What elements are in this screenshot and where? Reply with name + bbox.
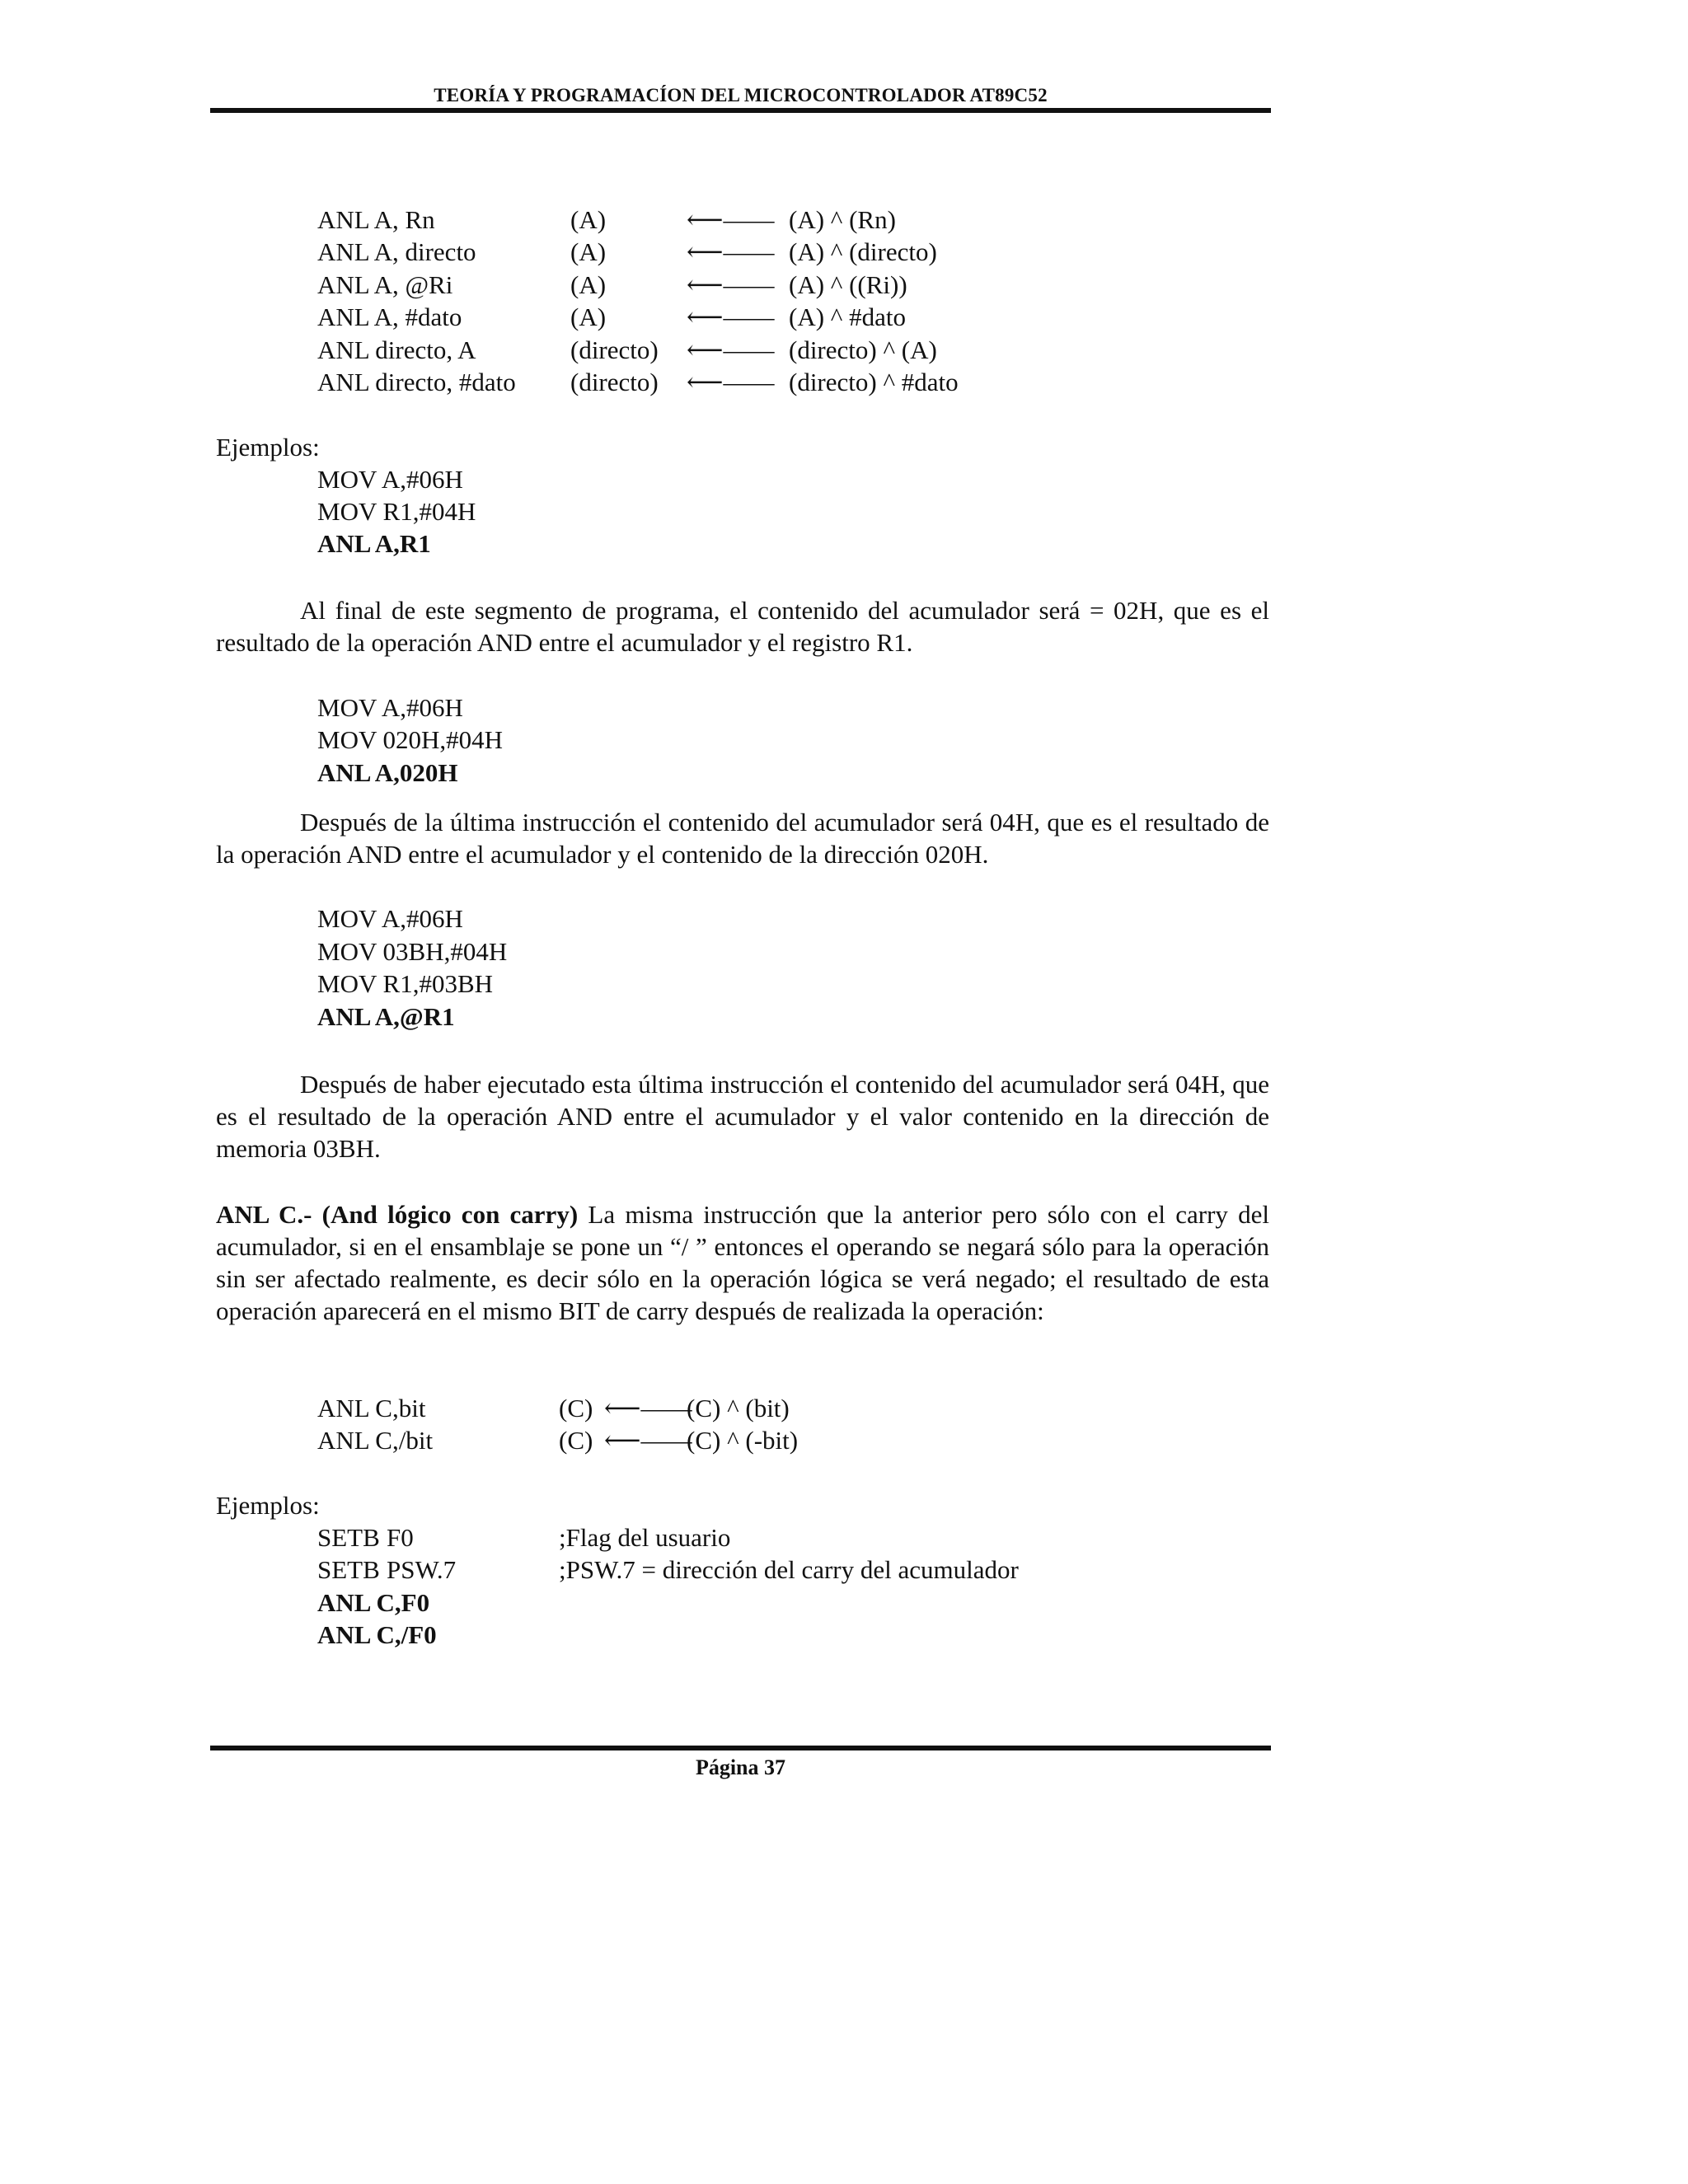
code-line-highlight: ANL A,R1 (317, 529, 431, 558)
anl-instruction: ANL directo, #dato (317, 368, 516, 396)
anl-destination: (A) (570, 302, 607, 331)
paragraph (216, 1198, 1269, 1327)
running-header: TEORÍA Y PROGRAMACÍON DEL MICROCONTROLADOR AT89C52 (434, 85, 1048, 105)
left-arrow: ⟵—— (687, 335, 775, 364)
code-line: MOV 03BH,#04H (317, 937, 508, 966)
code-line: MOV A,#06H (317, 904, 463, 933)
anl-operation: (directo) ^ (A) (789, 335, 937, 364)
anlc-instruction: ANL C,/bit (317, 1426, 434, 1455)
anl-operation: (A) ^ ((Ri)) (789, 270, 907, 299)
left-arrow: ⟵—— (687, 270, 775, 299)
code-line: MOV 020H,#04H (317, 725, 504, 754)
examples-label: Ejemplos: (216, 433, 320, 462)
paragraph (216, 594, 1269, 658)
code-line: MOV R1,#04H (317, 497, 476, 526)
code-line: MOV A,#06H (317, 693, 463, 722)
anl-destination: (A) (570, 205, 607, 234)
anl-operation: (directo) ^ #dato (789, 368, 959, 396)
paragraph-text: Al final de este segmento de programa, el contenido del acumulador será = 02H, que es el resultado de la operación AND entre el acumulador y el registro R1. (216, 596, 1269, 657)
anlc-destination: (C) (559, 1426, 593, 1455)
left-arrow: ⟵—— (687, 302, 775, 331)
anl-instruction: ANL directo, A (317, 335, 476, 364)
left-arrow: ⟵—— (687, 237, 775, 266)
anl-instruction: ANL A, directo (317, 237, 476, 266)
code-line: MOV A,#06H (317, 465, 463, 494)
anlc-instruction: ANL C,bit (317, 1394, 426, 1422)
anlc-destination: (C) (559, 1394, 593, 1422)
anl-destination: (A) (570, 237, 607, 266)
footer-rule (210, 1746, 1271, 1750)
anl-operation: (A) ^ (directo) (789, 237, 937, 266)
code-operand: F0 (387, 1523, 414, 1552)
code-line: MOV R1,#03BH (317, 969, 494, 998)
anlc-operation: (C) ^ (-bit) (687, 1426, 799, 1455)
code-mnemonic: SETB (317, 1555, 380, 1584)
code-line-highlight: ANL C,F0 (317, 1588, 430, 1617)
code-mnemonic: SETB (317, 1523, 380, 1552)
anl-destination: (directo) (570, 335, 659, 364)
examples-label: Ejemplos: (216, 1491, 320, 1520)
left-arrow: ⟵—— (604, 1394, 692, 1422)
page-number: Página 37 (695, 1755, 786, 1779)
code-line-highlight: ANL A,@R1 (317, 1002, 455, 1031)
anl-instruction: ANL A, #dato (317, 302, 462, 331)
code-line-highlight: ANL A,020H (317, 758, 458, 787)
paragraph (216, 1068, 1269, 1165)
code-operand: PSW.7 (387, 1555, 457, 1584)
anl-destination: (A) (570, 270, 607, 299)
anlc-operation: (C) ^ (bit) (687, 1394, 790, 1422)
section-lead: ANL C.- (And lógico con carry) (216, 1200, 579, 1229)
paragraph-text: Después de la última instrucción el contenido del acumulador será 04H, que es el resultado de la operación AND entre el acumulador y el contenido de la dirección 020H. (216, 808, 1269, 869)
anl-operation: (A) ^ #dato (789, 302, 906, 331)
anl-destination: (directo) (570, 368, 659, 396)
left-arrow: ⟵—— (687, 205, 775, 234)
code-comment: ;PSW.7 = dirección del carry del acumulador (559, 1555, 1019, 1584)
header-rule (210, 108, 1271, 113)
code-line-highlight: ANL C,/F0 (317, 1620, 437, 1649)
anl-instruction: ANL A, Rn (317, 205, 435, 234)
anl-instruction: ANL A, @Ri (317, 270, 453, 299)
paragraph-text: Después de haber ejecutado esta última instrucción el contenido del acumulador será 04H, que es el resultado de la operación AND entre el acumulador y el valor contenido en la dirección de memoria 03BH. (216, 1070, 1269, 1163)
paragraph-text: La misma instrucción que la anterior pero sólo con el carry del acumulador, si en el ensamblaje se pone un “/ ” entonces el operando se negará sólo para la operación sin ser afectado realmente, es decir sólo en la operación lógica se verá negado; el resultado de esta operación aparecerá en el mismo BIT de carry después de realizada la operación: (216, 1200, 1269, 1325)
left-arrow: ⟵—— (687, 368, 775, 396)
left-arrow: ⟵—— (604, 1426, 692, 1455)
paragraph (216, 806, 1269, 870)
code-comment: ;Flag del usuario (559, 1523, 731, 1552)
anl-operation: (A) ^ (Rn) (789, 205, 896, 234)
